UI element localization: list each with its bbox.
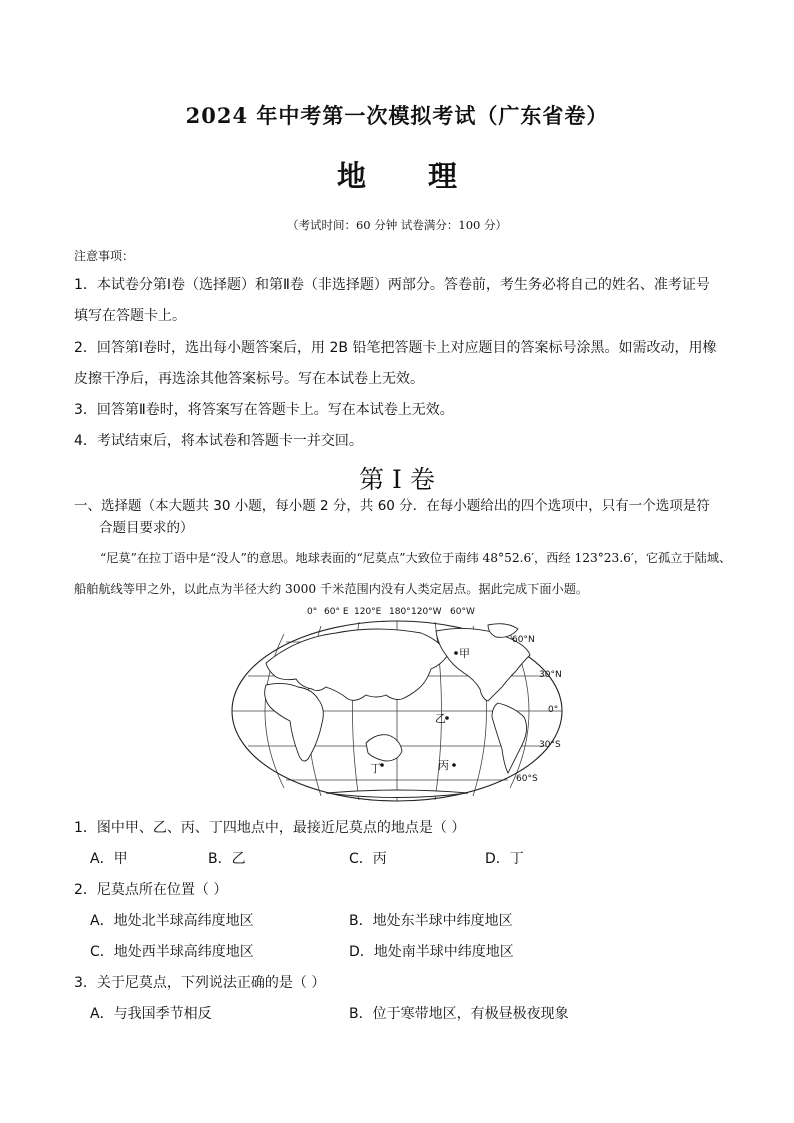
exam-meta: （考试时间：60 分钟 试卷满分：100 分）	[286, 218, 508, 232]
notes-line: 1．本试卷分第Ⅰ卷（选择题）和第Ⅱ卷（非选择题）两部分。答卷前，考生务必将自己的姓名、准考证号	[74, 277, 710, 293]
notes-line: 3．回答第Ⅱ卷时，将答案写在答题卡上。写在本试卷上无效。	[74, 402, 454, 418]
q2-option-a: A．地处北半球高纬度地区	[90, 913, 254, 929]
lat-label-0: 0°	[548, 705, 559, 715]
q1-option-c: C．丙	[349, 851, 387, 867]
notes-heading: 注意事项：	[74, 249, 135, 263]
q1-option-d: D．丁	[485, 851, 524, 867]
point-bing-label: 丙	[438, 759, 449, 772]
world-map	[226, 603, 568, 803]
point-jia-label: 甲	[459, 647, 470, 660]
question-2-stem: 2．尼莫点所在位置（ ）	[74, 882, 228, 898]
lon-label-0: 0°	[307, 607, 318, 617]
q3-option-a: A．与我国季节相反	[90, 1006, 212, 1022]
lon-label-180: 180°	[389, 607, 411, 617]
lat-label-60s: 60°S	[516, 774, 538, 784]
question-3-stem: 3．关于尼莫点，下列说法正确的是（ ）	[74, 975, 326, 991]
point-jia-dot	[454, 651, 458, 655]
world-map-figure	[226, 603, 568, 803]
q2-option-d: D．地处南半球中纬度地区	[349, 944, 514, 960]
map-top-labels	[307, 607, 475, 617]
part-heading-line2: 合题目要求的）	[99, 520, 194, 536]
lat-label-30s: 30°S	[539, 740, 561, 750]
notes-line: 4．考试结束后，将本试卷和答题卡一并交回。	[74, 433, 363, 449]
notes-line: 2．回答第Ⅰ卷时，选出每小题答案后，用 2B 铅笔把答题卡上对应题目的答案标号涂黑。如需改动，用橡	[74, 340, 717, 356]
south-america	[492, 703, 527, 773]
point-ding-label: 丁	[370, 762, 381, 775]
lon-label-60w: 60°W	[450, 607, 475, 617]
part-heading-line1: 一、选择题（本大题共 30 小题，每小题 2 分，共 60 分．在每小题给出的四个选项中，只有一个选项是符	[74, 498, 710, 514]
notes-line: 填写在答题卡上。	[74, 308, 186, 324]
q2-option-c: C．地处西半球高纬度地区	[90, 944, 254, 960]
exam-title: 2024 年中考第一次模拟考试（广东省卷）	[185, 103, 609, 128]
question-1-stem: 1．图中甲、乙、丙、丁四地点中，最接近尼莫点的地点是（ ）	[74, 820, 466, 836]
question-intro: “尼莫”在拉丁语中是“没人”的意思。地球表面的“尼莫点”大致位于南纬 48°52.6′，西经 123°23.6′，它孤立于陆域、船舶航线等甲之外，以此点为半径大约 3000 千米范围内没有人类定居点。据此完成下面小题。	[74, 551, 732, 596]
lon-label-120e: 120°E	[354, 607, 382, 617]
lon-label-60e: 60° E	[324, 607, 349, 617]
africa	[265, 683, 324, 761]
q1-option-a: A．甲	[90, 851, 128, 867]
lat-label-60n: 60°N	[512, 635, 535, 645]
lon-label-120w: 120°W	[411, 607, 442, 617]
q1-option-b: B．乙	[208, 851, 246, 867]
q3-option-b: B．位于寒带地区，有极昼极夜现象	[349, 1006, 569, 1022]
lat-label-30n: 30°N	[539, 670, 562, 680]
point-yi-label: 乙	[435, 712, 446, 725]
subject-title: 地 理	[336, 159, 484, 193]
part-heading	[74, 495, 734, 539]
q2-option-b: B．地处东半球中纬度地区	[349, 913, 513, 929]
section-title: 第 I 卷	[359, 465, 435, 494]
point-bing-dot	[452, 763, 456, 767]
notes-line: 皮擦干净后，再选涂其他答案标号。写在本试卷上无效。	[74, 371, 424, 387]
